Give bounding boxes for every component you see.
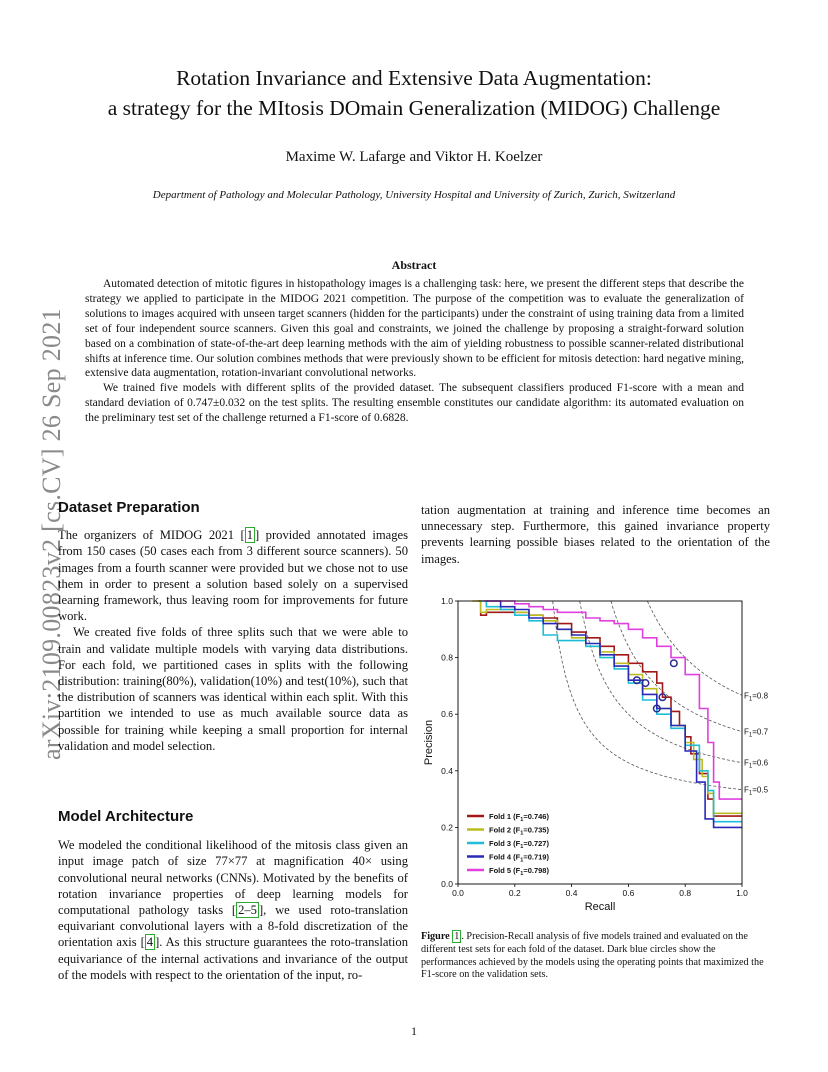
series-line-fold-5 [484,601,742,799]
section-dataset [58,500,408,754]
series-line-fold-3 [481,601,742,822]
legend-entry: Fold 1 $(F_1=0.746)$ [489,812,549,823]
authors: Maxime W. Lafarge and Viktor H. Koelzer [285,149,543,165]
abstract-heading: Abstract [391,258,437,272]
x-tick-label: 0.2 [508,888,521,898]
section-heading: Model Architecture [58,808,194,825]
abstract-body [85,277,744,426]
legend-entry: Fold 4 $(F_1=0.719)$ [489,852,549,864]
text-run: . As this structure guarantees the roto-translation equivariance of the internal activations and invariance of the output of the models with respect to the orientation of the input, ro- [58,935,408,982]
x-tick-label: 0.8 [679,888,692,898]
body-paragraph: We modeled the conditional likelihood of the mitosis class given an input image patch of size 77×77 at magnification 40× using convolutional neural networks (CNNs). Motivated by the benefits of rotation invariance properties of deep learning models for computational pathology tasks [ 2–5 ], we used roto-translation equivariant convolutional layers with a 8-fold discretization of the orientation axis [ 4 ]. As this structure guarantees the roto-translation equivariance of the internal activations and invariance of the output of the models with respect to the orientation of the input, ro- [58,838,408,982]
right-column-text: tation augmentation at training and inference time becomes an unnecessary step. Furthermore, this gained invariance property prevents learning possible biases related to the orientation of the images. [421,503,770,566]
citation-link[interactable]: 2–5 [238,903,257,918]
caption-label: Figure [421,931,453,942]
x-axis-label: Recall [584,901,616,913]
y-tick-label: 0.0 [441,879,453,889]
y-tick-label: 0.8 [441,652,453,663]
iso-f1-curve [580,601,742,763]
abstract-paragraph: We trained five models with different splits of the provided dataset. The subsequent classifiers produced F1-score with a mean and standard deviation of 0.747±0.032 on the test splits. The resulting ensemble constitutes our candidate algorithm: its automated evaluation on the preliminary test set of the challenge returned a F1-score of 0.6828. [85,382,744,425]
body-paragraph: We created five folds of three splits such that we were able to train and validate multiple models with varying data distributions. For each fold, we partitioned cases in splits with the following distribution: training(80%), validation(10%) and test(10%), such that the distribution of scanners was identical within each split. With this partition we intended to use as much available source data as possible for training while keeping a small proportion for internal validation and model selection. [58,625,408,753]
iso-f1-label: $F_1=0.6$ [744,758,769,770]
arxiv-identifier[interactable]: arXiv:2109.00823v2 [cs.CV] 26 Sep 2021 [37,308,66,760]
section-model [58,809,408,983]
y-tick-label: 0.2 [441,822,453,833]
figure-ref-link[interactable]: 1 [454,931,460,942]
affiliation: Department of Pathology and Molecular Pathology, University Hospital and University of Zurich, Zurich, Switzerland [152,189,676,201]
text-run: The organizers of MIDOG 2021 [58,528,241,543]
y-tick-label: 0.4 [441,765,453,776]
legend-entry: Fold 3 $(F_1=0.727)$ [489,839,549,850]
legend-entry: Fold 5 $(F_1=0.798)$ [489,866,549,877]
citation-link[interactable]: 1 [246,528,253,543]
precision-recall-chart [418,588,784,918]
caption-text: Precision-Recall analysis of five models trained and evaluated on the different test sets for each fold of the dataset. Dark blue circles show the performances achieved by the models using the operating points that maximized the F1-score on the validation sets. [421,931,764,981]
page-number: 1 [411,1024,417,1038]
text-run: , we used roto-translation equivariant convolutional layers with a 8-fold discretization of the orientation axis [58,903,408,950]
abstract-paragraph: Automated detection of mitotic figures in histopathology images is a challenging task: here, we present the different steps that describe the strategy we applied to participate in the MIDOG 2021 competition. The purpose of the competition was to evaluate the generalization of solutions to images acquired with unseen target scanners (hidden for the participants) under the constraint of using training data from a limited set of four independent source scanners. Given this goal and constraints, we joined the challenge by proposing a straight-forward solution based on a combination of state-of-the-art deep learning methods with the aim of yielding robustness to possible scanner-related distributional shifts at inference time. Our solution combines methods that were previously shown to be efficient for mitosis detection: hard negative mining, extensive data augmentation, rotation-invariant convolutional networks. [85,278,744,380]
text-run: We modeled the conditional likelihood of the mitosis class given an input image patch of size 77×77 at magnification 40× using convolutional neural networks (CNNs). Motivated by the benefits of rotation invariance properties of deep learning models for computational pathology tasks [58,838,408,918]
figure-caption: Figure 1 . Precision-Recall analysis of five models trained and evaluated on the different test sets for each fold of the dataset. Dark blue circles show the performances achieved by the models using the operating points that maximized the F1-score on the validation sets. [421,931,764,981]
iso-f1-label: $F_1=0.7$ [744,727,769,739]
operating-point-fold-5 [671,660,678,667]
citation-link[interactable]: 4 [146,935,154,950]
x-tick-label: 0.4 [565,888,578,898]
x-tick-label: 0.0 [452,888,464,898]
paper-title-line2: a strategy for the MItosis DOmain Generalization (MIDOG) Challenge [107,96,721,120]
y-tick-label: 0.6 [441,709,453,720]
y-axis-label: Precision [423,719,435,766]
iso-f1-label: $F_1=0.5$ [744,785,769,797]
text-run: provided annotated images from 150 cases (50 cases each from 3 different source scanners). 50 images from a fourth scanner were provided but we chose not to use them in order to present a solution based solely on a supervised learning framework, thus leaving room for improvements for future work. [58,528,408,624]
iso-f1-label: $F_1=0.8$ [744,691,769,703]
body-paragraph: The organizers of MIDOG 2021 [ 1 ] provided annotated images from 150 cases (50 cases each from 3 different source scanners). 50 images from a fourth scanner were provided but we chose not to use them in order to present a solution based solely on a supervised learning framework, thus leaving room for improvements for future work. [58,528,408,624]
y-tick-label: 1.0 [441,596,453,606]
paper-title-line1: Rotation Invariance and Extensive Data Augmentation: [176,66,652,90]
x-tick-label: 1.0 [736,888,748,898]
series-line-fold-4 [486,601,742,827]
iso-f1-curve [647,601,742,695]
section-heading: Dataset Preparation [58,499,200,516]
x-tick-label: 0.6 [622,888,635,898]
legend-entry: Fold 2 $(F_1=0.735)$ [489,825,549,837]
